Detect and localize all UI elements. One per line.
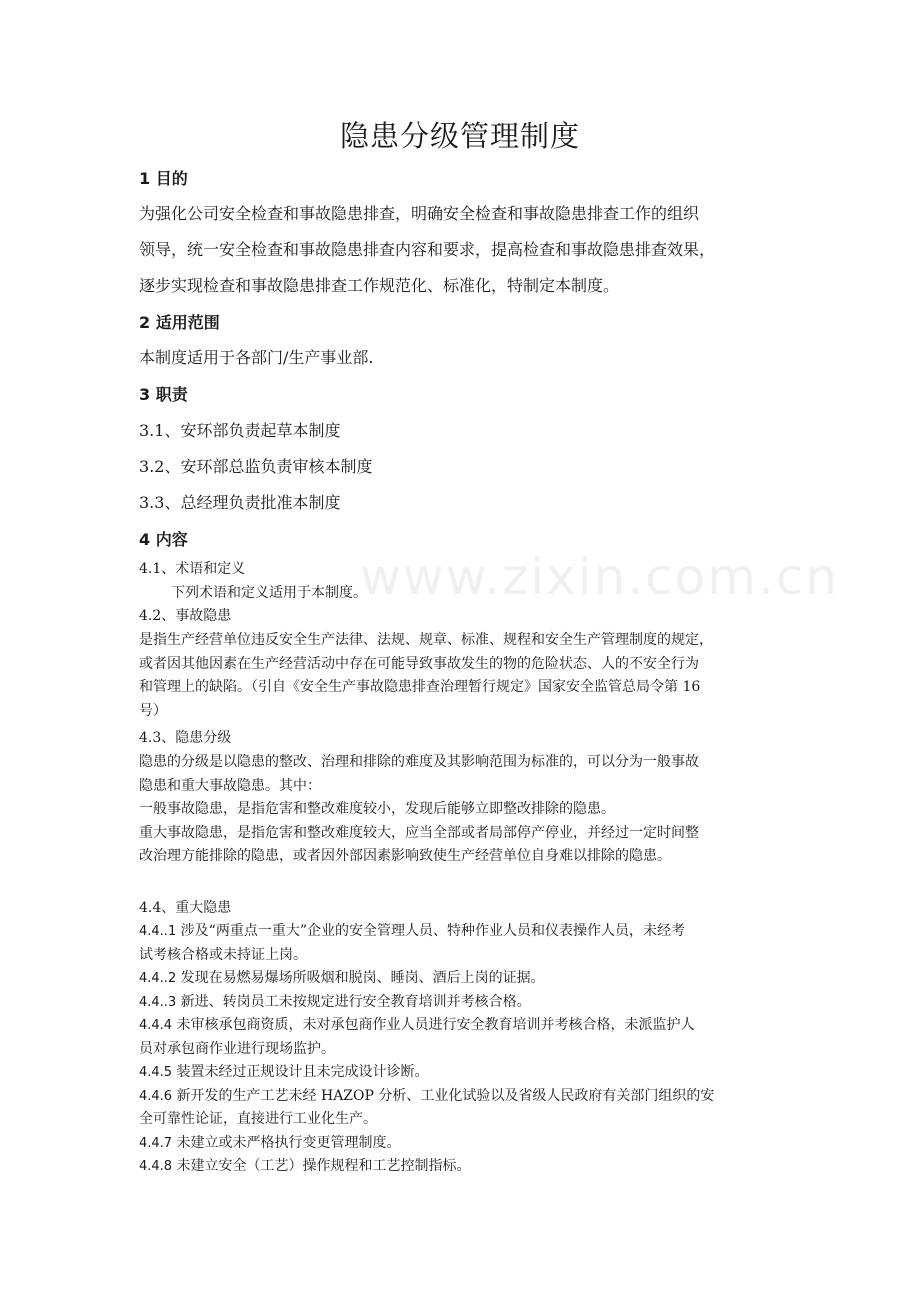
item-text: 装置未经过正规设计且未完成设计诊断。 bbox=[176, 1064, 429, 1080]
list-item bbox=[139, 967, 784, 991]
major-hazard-list bbox=[139, 920, 784, 1179]
item-text: 新开发的生产工艺未经 HAZOP 分析、工业化试验以及省级人民政府有关部门组织的安 bbox=[176, 1087, 715, 1104]
item-number: 4.4.6 bbox=[139, 1088, 173, 1104]
responsibility-item: 3.3、总经理负责批准本制度 bbox=[139, 493, 341, 512]
list-item bbox=[139, 1155, 784, 1179]
item-text: 试考核合格或未持证上岗。 bbox=[139, 946, 307, 963]
text-line: 号） bbox=[139, 702, 167, 719]
item-text: 未审核承包商资质，未对承包商作业人员进行安全教育培训并考核合格，未派监护人 bbox=[176, 1017, 695, 1033]
item-text: 新进、转岗员工未按规定进行安全教育培训并考核合格。 bbox=[180, 993, 531, 1010]
item-number: 4.4..2 bbox=[139, 971, 177, 986]
subsection-4-1-title: 4.1、术语和定义 bbox=[139, 561, 246, 577]
section-2-heading: 2 适用范围 bbox=[139, 313, 220, 332]
item-number: 4.4.8 bbox=[139, 1159, 173, 1174]
section-4-heading: 4 内容 bbox=[139, 530, 188, 549]
item-number: 4.4..1 bbox=[139, 924, 177, 939]
watermark: www.zixin.com.cn bbox=[360, 548, 840, 606]
text-line: 领导，统一安全检查和事故隐患排查内容和要求，提高检查和事故隐患排查效果， bbox=[139, 240, 716, 259]
list-item bbox=[139, 1061, 784, 1085]
list-item bbox=[139, 920, 784, 967]
subsection-4-2-text bbox=[139, 629, 784, 723]
text-line: 改治理方能排除的隐患，或者因外部因素影响致使生产经营单位自身难以排除的隐患。 bbox=[139, 848, 671, 864]
text-line: 隐患和重大事故隐患。其中： bbox=[139, 777, 321, 794]
section-1-text bbox=[139, 196, 784, 304]
subsection-4-3-title: 4.3、隐患分级 bbox=[139, 730, 232, 746]
list-item bbox=[139, 1014, 784, 1061]
section-3-heading: 3 职责 bbox=[139, 385, 188, 404]
text-line: 逐步实现检查和事故隐患排查工作规范化、标准化，特制定本制度。 bbox=[139, 276, 620, 295]
item-number: 4.4.7 bbox=[139, 1135, 173, 1151]
responsibility-item: 3.2、安环部总监负责审核本制度 bbox=[139, 457, 373, 476]
item-text: 发现在易燃易爆场所吸烟和脱岗、睡岗、酒后上岗的证据。 bbox=[180, 970, 545, 986]
item-text: 员对承包商作业进行现场监护。 bbox=[139, 1040, 335, 1057]
text-line: 隐患的分级是以隐患的整改、治理和排除的难度及其影响范围为标准的，可以分为一般事故 bbox=[139, 754, 699, 770]
item-number: 4.4..3 bbox=[139, 994, 177, 1010]
text-line: 或者因其他因素在生产经营活动中存在可能导致事故发生的物的危险状态、人的不安全行为 bbox=[139, 655, 699, 672]
section-2-text: 本制度适用于各部门/生产事业部. bbox=[139, 348, 374, 367]
text-line: 重大事故隐患，是指危害和整改难度较大，应当全部或者局部停产停业，并经过一定时间整 bbox=[139, 824, 699, 841]
item-number: 4.4.5 bbox=[139, 1065, 173, 1080]
subsection-4-4-title: 4.4、重大隐患 bbox=[139, 900, 232, 916]
list-item bbox=[139, 991, 784, 1015]
text-line: 是指生产经营单位违反安全生产法律、法规、规章、标准、规程和安全生产管理制度的规定， bbox=[139, 632, 713, 648]
text-line: 和管理上的缺陷。（引自《安全生产事故隐患排查治理暂行规定》国家安全监管总局令第 16 bbox=[139, 679, 701, 695]
item-text: 全可靠性论证，直接进行工业化生产。 bbox=[139, 1111, 377, 1127]
item-number: 4.4.4 bbox=[139, 1018, 173, 1033]
text-line: 一般事故隐患，是指危害和整改难度较小，发现后能够立即整改排除的隐患。 bbox=[139, 801, 615, 817]
subsection-4-1-text: 下列术语和定义适用于本制度。 bbox=[171, 585, 367, 601]
item-text: 涉及“两重点一重大”企业的安全管理人员、特种作业人员和仪表操作人员，未经考 bbox=[180, 923, 685, 939]
subsection-4-2-title: 4.2、事故隐患 bbox=[139, 608, 232, 624]
section-1-heading: 1 目的 bbox=[139, 169, 188, 188]
subsection-4-3-text bbox=[139, 751, 784, 869]
text-line: 为强化公司安全检查和事故隐患排查，明确安全检查和事故隐患排查工作的组织 bbox=[139, 204, 700, 223]
item-text: 未建立安全（工艺）操作规程和工艺控制指标。 bbox=[176, 1158, 471, 1174]
page-title: 隐患分级管理制度 bbox=[339, 119, 580, 153]
list-item bbox=[139, 1132, 784, 1156]
list-item bbox=[139, 1085, 784, 1132]
responsibility-item: 3.1、安环部负责起草本制度 bbox=[139, 421, 341, 440]
item-text: 未建立或未严格执行变更管理制度。 bbox=[176, 1134, 401, 1151]
